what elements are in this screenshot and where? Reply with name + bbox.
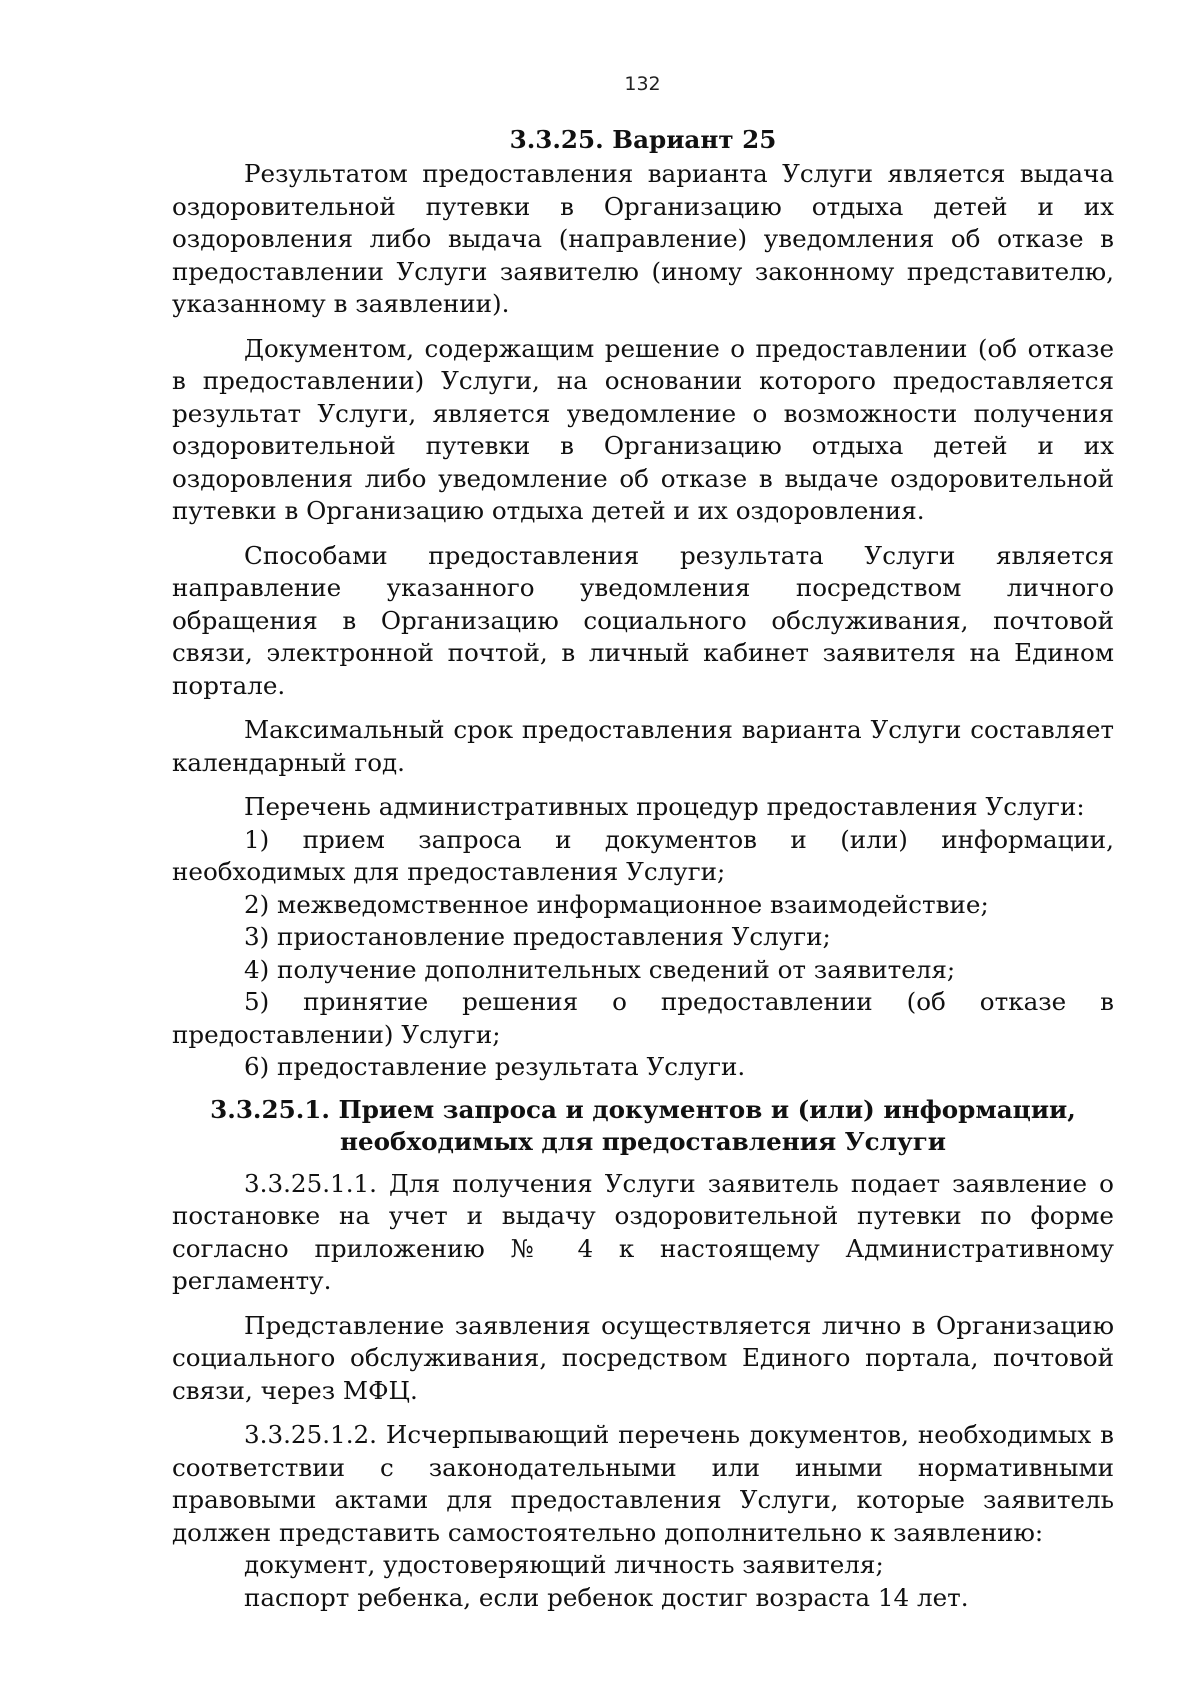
section-paragraph-3: Способами предоставления результата Услуги является направление указанного уведомления посредством личного обращения в Организацию социального обслуживания, почтовой связи, электронной почтой, в личный кабинет заявителя на Едином портале.	[172, 540, 1114, 700]
page-content	[172, 124, 1114, 1614]
subsection-paragraph-3: 3.3.25.1.2. Исчерпывающий перечень документов, необходимых в соответствии с законодательными или иными нормативными правовыми актами для предоставления Услуги, которые заявитель должен представить самостоятельно дополнительно к заявлению:	[172, 1420, 1114, 1547]
procedure-item-4: 4) получение дополнительных сведений от заявителя;	[244, 954, 956, 984]
procedure-item-3: 3) приостановление предоставления Услуги;	[244, 922, 831, 951]
document-item-1: документ, удостоверяющий личность заявителя;	[244, 1550, 884, 1579]
procedures-intro: Перечень административных процедур предоставления Услуги:	[244, 792, 1085, 821]
section-paragraph-1: Результатом предоставления варианта Услуги является выдача оздоровительной путевки в Организацию отдыха детей и их оздоровления либо выдача (направление) уведомления об отказе в предоставлении Услуги заявителю (иному законному представителю, указанному в заявлении).	[172, 159, 1114, 318]
section-paragraph-4: Максимальный срок предоставления варианта Услуги составляет календарный год.	[172, 715, 1114, 777]
subsection-title: 3.3.25.1. Прием запроса и документов и (или) информации, необходимых для предоставления Услуги	[210, 1094, 1076, 1156]
subsection-paragraph-2: Представление заявления осуществляется лично в Организацию социального обслуживания, посредством Единого портала, почтовой связи, через МФЦ.	[172, 1310, 1114, 1405]
subsection-paragraph-1: 3.3.25.1.1. Для получения Услуги заявитель подает заявление о постановке на учет и выдачу оздоровительной путевки по форме согласно приложению № 4 к настоящему Административному регламенту.	[172, 1168, 1114, 1295]
procedure-item-2: 2) межведомственное информационное взаимодействие;	[244, 889, 989, 919]
procedure-item-1: 1) прием запроса и документов и (или) информации, необходимых для предоставления Услуги;	[172, 824, 1114, 886]
document-item-2: паспорт ребенка, если ребенок достиг возраста 14 лет.	[244, 1582, 969, 1612]
section-paragraph-2: Документом, содержащим решение о предоставлении (об отказе в предоставлении) Услуги, на основании которого предоставляется результат Услуги, является уведомление о возможности получения оздоровительной путевки в Организацию отдыха детей и их оздоровления либо уведомление об отказе в выдаче оздоровительной путевки в Организацию отдыха детей и их оздоровления.	[172, 333, 1114, 525]
procedure-item-5: 5) принятие решения о предоставлении (об отказе в предоставлении) Услуги;	[172, 987, 1114, 1049]
page-number: 132	[624, 73, 661, 95]
section-title: 3.3.25. Вариант 25	[509, 125, 777, 154]
procedure-item-6: 6) предоставление результата Услуги.	[244, 1052, 746, 1081]
